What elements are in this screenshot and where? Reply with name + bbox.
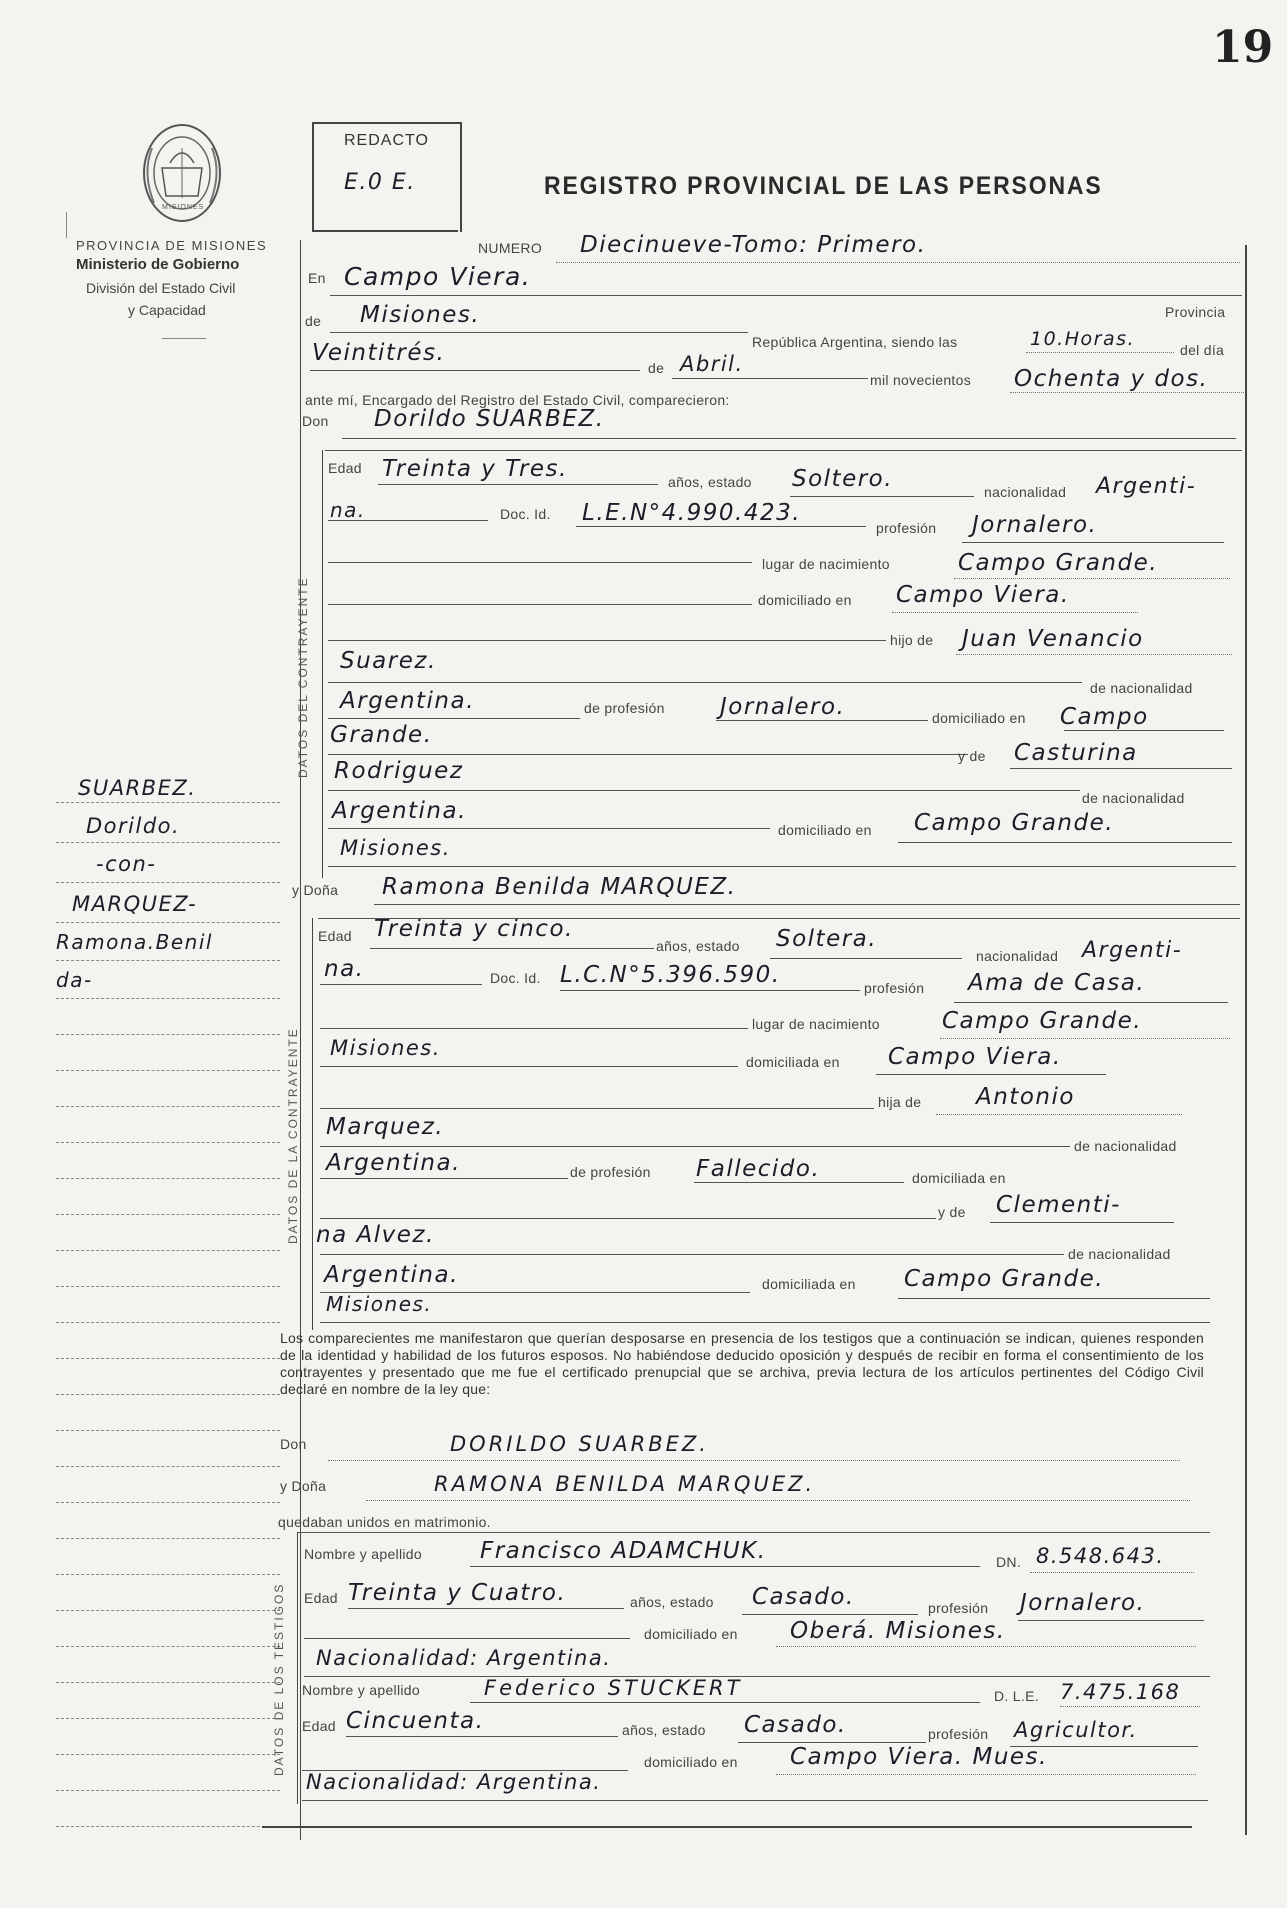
label-profesion: profesión <box>876 520 937 536</box>
label-quedaban: quedaban unidos en matrimonio. <box>278 1514 491 1530</box>
padre-novia-profesion: Fallecido. <box>696 1156 821 1182</box>
label-de-nacionalidad-2: de nacionalidad <box>1082 790 1185 806</box>
testigo2-nacionalidad: Nacionalidad: Argentina. <box>306 1770 602 1794</box>
declaration-paragraph: Los comparecientes me manifestaron que querían desposarse en presencia de los testigos que a continuación se indican, quienes responden de la identidad y habilidad de los futuros esposos. No habiéndose deducido oposición y después de recibir en forma el consentimiento de los contrayentes y presentado que me fue el certificado prenupcial que se archiva, previa lectura de los artículos pertinentes del Código Civil declaré en nombre de la ley que: <box>280 1330 1204 1397</box>
label-y-dona: y Doña <box>292 882 339 898</box>
testigo1-profesion: Jornalero. <box>1020 1590 1146 1616</box>
label-republica: República Argentina, siendo las <box>752 334 958 350</box>
label-del-dia: del día <box>1180 342 1225 358</box>
madre-novio-domicilio: Campo Grande. <box>914 810 1115 836</box>
padre-novia-nacionalidad: Argentina. <box>326 1150 461 1176</box>
label-edad-2: Edad <box>318 928 352 944</box>
madre-novia-domicilio-2: Misiones. <box>326 1292 433 1316</box>
label-nombre-apellido: Nombre y apellido <box>304 1546 422 1562</box>
ministry: Ministerio de Gobierno <box>76 256 240 273</box>
label-domiciliado-en-2: domiciliado en <box>778 822 872 838</box>
testigo1-estado: Casado. <box>752 1584 855 1610</box>
label-edad: Edad <box>328 460 362 476</box>
acta-mes: Abril. <box>680 352 744 376</box>
novia-profesion: Ama de Casa. <box>968 970 1146 996</box>
margin-note: -con- <box>96 852 157 876</box>
label-nombre-apellido-2: Nombre y apellido <box>302 1682 420 1698</box>
label-don: Don <box>302 413 329 429</box>
label-domiciliada-en-2: domiciliada en <box>762 1276 856 1292</box>
label-domiciliado-en-4: domiciliado en <box>644 1754 738 1770</box>
label-hija-de: hija de <box>878 1094 922 1110</box>
label-anos-estado: años, estado <box>668 474 752 490</box>
madre-novia-domicilio: Campo Grande. <box>904 1266 1105 1292</box>
novia-nacionalidad: Argenti- <box>1082 938 1183 963</box>
novio-nacionalidad-2: na. <box>330 498 366 522</box>
label-doc: Doc. Id. <box>500 506 551 522</box>
acta-don: Dorildo SUARBEZ. <box>374 406 605 432</box>
label-domiciliada: domiciliada en <box>746 1054 840 1070</box>
page-number: 19 <box>1212 22 1274 73</box>
novio-profesion: Jornalero. <box>972 512 1098 538</box>
side-label-contrayente: DATOS DEL CONTRAYENTE <box>296 576 310 778</box>
acta-provincia: Misiones. <box>360 302 481 328</box>
label-profesion-2: profesión <box>864 980 925 996</box>
testigo2-nombre: Federico STUCKERT <box>484 1676 743 1700</box>
label-de-profesion-2: de profesión <box>570 1164 651 1180</box>
redacto-stamp <box>312 122 462 232</box>
label-edad-3: Edad <box>304 1590 338 1606</box>
label-ante: ante mí, Encargado del Registro del Estado Civil, comparecieron: <box>305 392 730 408</box>
label-provincia: Provincia <box>1165 304 1226 320</box>
label-dle: D. L.E. <box>994 1688 1039 1704</box>
label-domiciliada-en: domiciliada en <box>912 1170 1006 1186</box>
testigo2-estado: Casado. <box>744 1712 847 1738</box>
novio-domicilio: Campo Viera. <box>896 582 1070 608</box>
label-de-profesion: de profesión <box>584 700 665 716</box>
label-lugar-nacimiento: lugar de nacimiento <box>762 556 890 572</box>
testigo2-domicilio: Campo Viera. Mues. <box>790 1744 1048 1770</box>
testigo2-doc: 7.475.168 <box>1060 1680 1181 1704</box>
label-y-de: y de <box>958 748 986 764</box>
novia-edad: Treinta y cinco. <box>374 916 574 942</box>
padre-novio-profesion: Jornalero. <box>720 694 846 720</box>
margin-note: Dorildo. <box>86 814 181 838</box>
padre-novio: Juan Venancio <box>962 626 1144 652</box>
madre-novia: Clementi- <box>996 1192 1121 1218</box>
novio-edad: Treinta y Tres. <box>382 456 568 482</box>
declaracion-don: DORILDO SUARBEZ. <box>450 1432 709 1456</box>
testigo1-nombre: Francisco ADAMCHUK. <box>480 1538 767 1564</box>
padre-novio-domicilio: Campo <box>1060 704 1149 730</box>
label-domiciliado: domiciliado en <box>758 592 852 608</box>
label-de-nacionalidad-3: de nacionalidad <box>1074 1138 1177 1154</box>
label-mil-novecientos: mil novecientos <box>870 372 971 388</box>
testigo2-profesion: Agricultor. <box>1014 1718 1138 1742</box>
label-nacionalidad: nacionalidad <box>984 484 1067 500</box>
label-de-nacionalidad: de nacionalidad <box>1090 680 1193 696</box>
label-domiciliado-en-3: domiciliado en <box>644 1626 738 1642</box>
testigo1-nacionalidad: Nacionalidad: Argentina. <box>316 1646 612 1670</box>
testigo2-edad: Cincuenta. <box>346 1708 485 1734</box>
label-anos-estado-4: años, estado <box>622 1722 706 1738</box>
novia-domicilio: Campo Viera. <box>888 1044 1062 1070</box>
acta-lugar: Campo Viera. <box>344 262 532 291</box>
division-2: y Capacidad <box>128 302 206 318</box>
testigo1-domicilio: Oberá. Misiones. <box>790 1618 1006 1644</box>
madre-novio: Casturina <box>1014 740 1138 766</box>
side-label-testigos: DATOS DE LOS TESTIGOS <box>272 1582 286 1776</box>
label-profesion-4: profesión <box>928 1726 989 1742</box>
acta-hora: 10.Horas. <box>1030 328 1136 350</box>
margin-note: SUARBEZ. <box>78 776 197 800</box>
novio-doc: L.E.N°4.990.423. <box>582 500 802 526</box>
stamp-label: REDACTO <box>344 132 429 149</box>
label-hijo-de: hijo de <box>890 632 934 648</box>
label-nacionalidad-2: nacionalidad <box>976 948 1059 964</box>
padre-novio-nacionalidad: Argentina. <box>340 688 475 714</box>
madre-novia-apellido: na Alvez. <box>316 1222 435 1248</box>
padre-novio-apellido: Suarez. <box>340 648 437 674</box>
label-en: En <box>308 270 326 286</box>
madre-novia-nacionalidad: Argentina. <box>324 1262 459 1288</box>
label-y-de-2: y de <box>938 1204 966 1220</box>
label-anos-estado-3: años, estado <box>630 1594 714 1610</box>
stamp-mark: E.0 E. <box>344 170 416 195</box>
margin-note: MARQUEZ- <box>72 892 198 916</box>
novia-nombre: Ramona Benilda MARQUEZ. <box>382 874 737 900</box>
novia-estado: Soltera. <box>776 926 878 952</box>
label-dn: DN. <box>996 1554 1022 1570</box>
label-de-nacionalidad-4: de nacionalidad <box>1068 1246 1171 1262</box>
province-line: PROVINCIA DE MISIONES <box>76 238 268 253</box>
label-profesion-3: profesión <box>928 1600 989 1616</box>
novia-lugar-nacimiento-2: Misiones. <box>330 1036 441 1060</box>
label-domiciliado-en: domiciliado en <box>932 710 1026 726</box>
label-doc-2: Doc. Id. <box>490 970 541 986</box>
declaracion-dona: RAMONA BENILDA MARQUEZ. <box>434 1472 816 1496</box>
madre-novio-nacionalidad: Argentina. <box>332 798 467 824</box>
acta-dia: Veintitrés. <box>312 340 446 366</box>
label-y-dona-2: y Doña <box>280 1478 327 1494</box>
page-title: REGISTRO PROVINCIAL DE LAS PERSONAS <box>544 172 1103 200</box>
testigo1-edad: Treinta y Cuatro. <box>348 1580 567 1606</box>
provincial-seal <box>132 118 232 228</box>
label-don-2: Don <box>280 1436 307 1452</box>
novia-doc: L.C.N°5.396.590. <box>560 962 781 988</box>
madre-novio-apellido: Rodriguez <box>334 758 464 784</box>
label-numero: NUMERO <box>478 240 543 256</box>
label-lugar-nacimiento-2: lugar de nacimiento <box>752 1016 880 1032</box>
label-de: de <box>305 313 322 329</box>
padre-novio-domicilio-2: Grande. <box>330 722 433 748</box>
margin-note: da- <box>56 968 93 992</box>
novio-lugar-nacimiento: Campo Grande. <box>958 550 1159 576</box>
margin-note: Ramona.Benil <box>56 930 213 954</box>
label-anos-estado-2: años, estado <box>656 938 740 954</box>
novia-lugar-nacimiento: Campo Grande. <box>942 1008 1143 1034</box>
padre-novia: Antonio <box>976 1084 1075 1110</box>
division: División del Estado Civil <box>86 280 236 296</box>
side-label-contrayenta: DATOS DE LA CONTRAYENTE <box>286 1027 300 1244</box>
testigo1-doc: 8.548.643. <box>1036 1544 1165 1568</box>
label-edad-4: Edad <box>302 1718 336 1734</box>
novio-estado: Soltero. <box>792 466 894 492</box>
acta-anio: Ochenta y dos. <box>1014 366 1209 392</box>
seal-text: MISIONES <box>162 204 205 211</box>
acta-numero: Diecinueve-Tomo: Primero. <box>580 232 927 258</box>
madre-novio-domicilio-2: Misiones. <box>340 836 451 860</box>
padre-novia-apellido: Marquez. <box>326 1114 445 1140</box>
novio-nacionalidad: Argenti- <box>1096 474 1197 499</box>
label-de-mes: de <box>648 360 665 376</box>
novia-nacionalidad-2: na. <box>324 956 365 982</box>
